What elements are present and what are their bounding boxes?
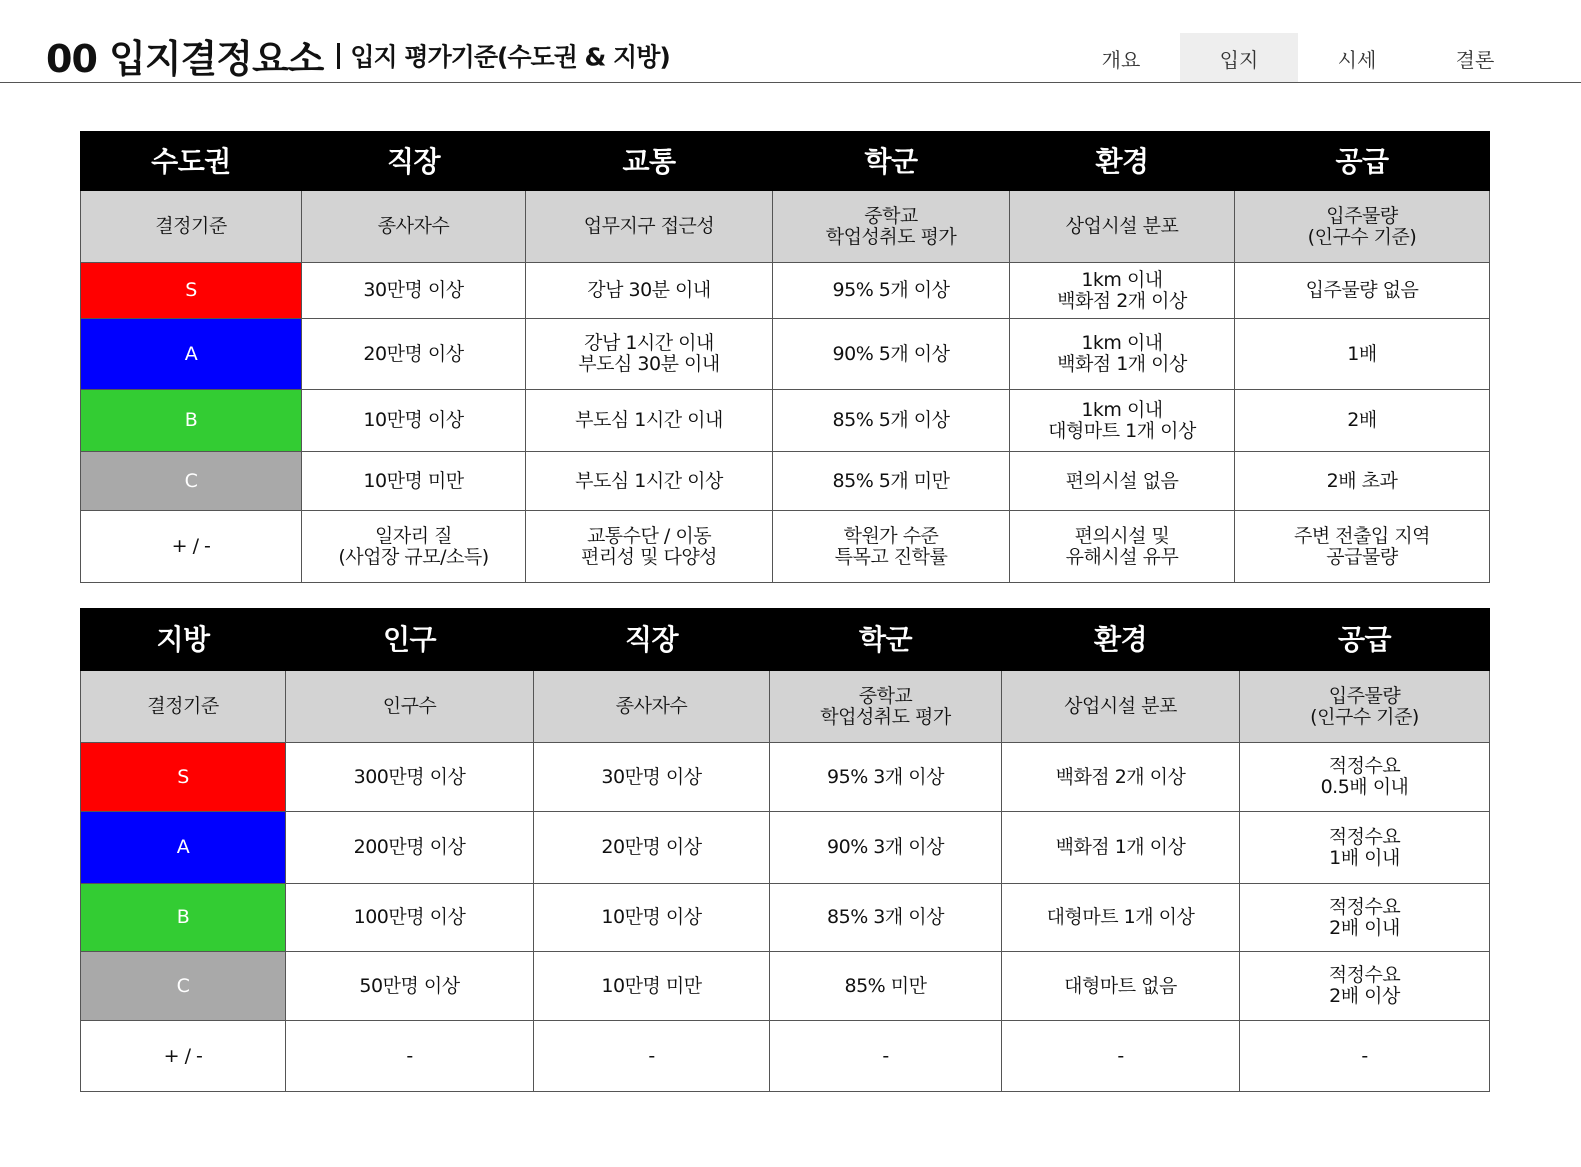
page-header [0,0,1581,83]
table-cell: 적정수요 2배 이내 [1240,884,1490,952]
title-main: 00 입지결정요소 [46,37,324,81]
table-row [81,952,1490,1021]
table-cell: 일자리 질 (사업장 규모/소득) [302,511,526,583]
grade-cell-a: A [81,812,286,884]
table-cell: 2배 초과 [1235,452,1490,511]
title-subtitle: 입지 평가기준(수도권 & 지방) [350,42,670,72]
table-cell: 입주물량 없음 [1235,263,1490,319]
criteria-cell: 상업시설 분포 [1002,671,1240,743]
table-cell: - [1240,1021,1490,1092]
table-cell: 교통수단 / 이동 편리성 및 다양성 [526,511,773,583]
table-cell: 부도심 1시간 이상 [526,452,773,511]
table-cell: 편의시설 없음 [1010,452,1235,511]
criteria-cell: 상업시설 분포 [1010,191,1235,263]
table-cell: - [534,1021,770,1092]
table-cell: 편의시설 및 유해시설 유무 [1010,511,1235,583]
table-cell: 20만명 이상 [534,812,770,884]
table-cell: 강남 1시간 이내 부도심 30분 이내 [526,319,773,390]
grade-cell-a: A [81,319,302,390]
table-cell: 30만명 이상 [534,743,770,812]
grade-cell-c: C [81,952,286,1021]
header-cell: 학군 [770,609,1002,671]
table-cell: - [286,1021,534,1092]
table-cell: 1배 [1235,319,1490,390]
header-cell: 공급 [1240,609,1490,671]
table-cell: 10만명 미만 [534,952,770,1021]
table-cell: 적정수요 0.5배 이내 [1240,743,1490,812]
table-cell: - [770,1021,1002,1092]
tab-conclusion[interactable]: 결론 [1455,48,1495,72]
table-cell: 90% 3개 이상 [770,812,1002,884]
tab-overview[interactable]: 개요 [1101,48,1141,72]
table-row [81,263,1490,319]
header-cell-region: 수도권 [81,132,302,191]
table-cell: 적정수요 1배 이내 [1240,812,1490,884]
table-row [81,884,1490,952]
header-cell-region: 지방 [81,609,286,671]
table-cell: 85% 3개 이상 [770,884,1002,952]
table-cell: 85% 미만 [770,952,1002,1021]
table-cell: 95% 5개 이상 [773,263,1010,319]
criteria-cell: 종사자수 [534,671,770,743]
grade-cell-s: S [81,263,302,319]
table-cell: 85% 5개 미만 [773,452,1010,511]
tab-location[interactable]: 입지 [1180,33,1298,82]
table-cell: 2배 [1235,390,1490,452]
table-cell: 10만명 미만 [302,452,526,511]
criteria-cell: 인구수 [286,671,534,743]
table-cell: 10만명 이상 [534,884,770,952]
table-cell: 대형마트 없음 [1002,952,1240,1021]
criteria-cell: 중학교 학업성취도 평가 [770,671,1002,743]
table-header-row [81,132,1490,191]
grade-cell-s: S [81,743,286,812]
header-cell: 직장 [534,609,770,671]
grade-cell-plus-minus: + / - [81,1021,286,1092]
criteria-cell: 결정기준 [81,191,302,263]
table-cell: 20만명 이상 [302,319,526,390]
table-cell: 300만명 이상 [286,743,534,812]
header-cell: 인구 [286,609,534,671]
table-cell: 100만명 이상 [286,884,534,952]
table-row [81,812,1490,884]
criteria-cell: 결정기준 [81,671,286,743]
table-row [81,319,1490,390]
table-cell: - [1002,1021,1240,1092]
table-row [81,511,1490,583]
table-cell: 강남 30분 이내 [526,263,773,319]
criteria-cell: 입주물량 (인구수 기준) [1240,671,1490,743]
header-cell: 공급 [1235,132,1490,191]
grade-cell-c: C [81,452,302,511]
table-row [81,452,1490,511]
title-divider [337,43,340,69]
header-cell: 환경 [1010,132,1235,191]
criteria-cell: 중학교 학업성취도 평가 [773,191,1010,263]
table-cell: 백화점 1개 이상 [1002,812,1240,884]
table-cell: 90% 5개 이상 [773,319,1010,390]
table-cell: 학원가 수준 특목고 진학률 [773,511,1010,583]
header-cell: 교통 [526,132,773,191]
capital-criteria-table [80,131,1490,583]
header-cell: 환경 [1002,609,1240,671]
tab-bar [1062,33,1534,82]
table-cell: 대형마트 1개 이상 [1002,884,1240,952]
table-cell: 1km 이내 대형마트 1개 이상 [1010,390,1235,452]
header-cell: 학군 [773,132,1010,191]
page-title [46,28,670,83]
table-row [81,390,1490,452]
table-cell: 30만명 이상 [302,263,526,319]
grade-cell-b: B [81,390,302,452]
table-cell: 50만명 이상 [286,952,534,1021]
table-cell: 백화점 2개 이상 [1002,743,1240,812]
criteria-cell: 종사자수 [302,191,526,263]
table-cell: 부도심 1시간 이내 [526,390,773,452]
criteria-cell: 입주물량 (인구수 기준) [1235,191,1490,263]
regional-criteria-table [80,608,1490,1092]
table-cell: 85% 5개 이상 [773,390,1010,452]
criteria-cell: 업무지구 접근성 [526,191,773,263]
table-cell: 주변 전출입 지역 공급물량 [1235,511,1490,583]
grade-cell-b: B [81,884,286,952]
table-row [81,743,1490,812]
header-cell: 직장 [302,132,526,191]
table-row [81,1021,1490,1092]
criteria-row [81,191,1490,263]
table-cell: 10만명 이상 [302,390,526,452]
table-header-row [81,609,1490,671]
table-cell: 1km 이내 백화점 2개 이상 [1010,263,1235,319]
table-cell: 200만명 이상 [286,812,534,884]
tab-price[interactable]: 시세 [1337,48,1377,72]
table-cell: 1km 이내 백화점 1개 이상 [1010,319,1235,390]
grade-cell-plus-minus: + / - [81,511,302,583]
table-cell: 적정수요 2배 이상 [1240,952,1490,1021]
table-cell: 95% 3개 이상 [770,743,1002,812]
criteria-row [81,671,1490,743]
